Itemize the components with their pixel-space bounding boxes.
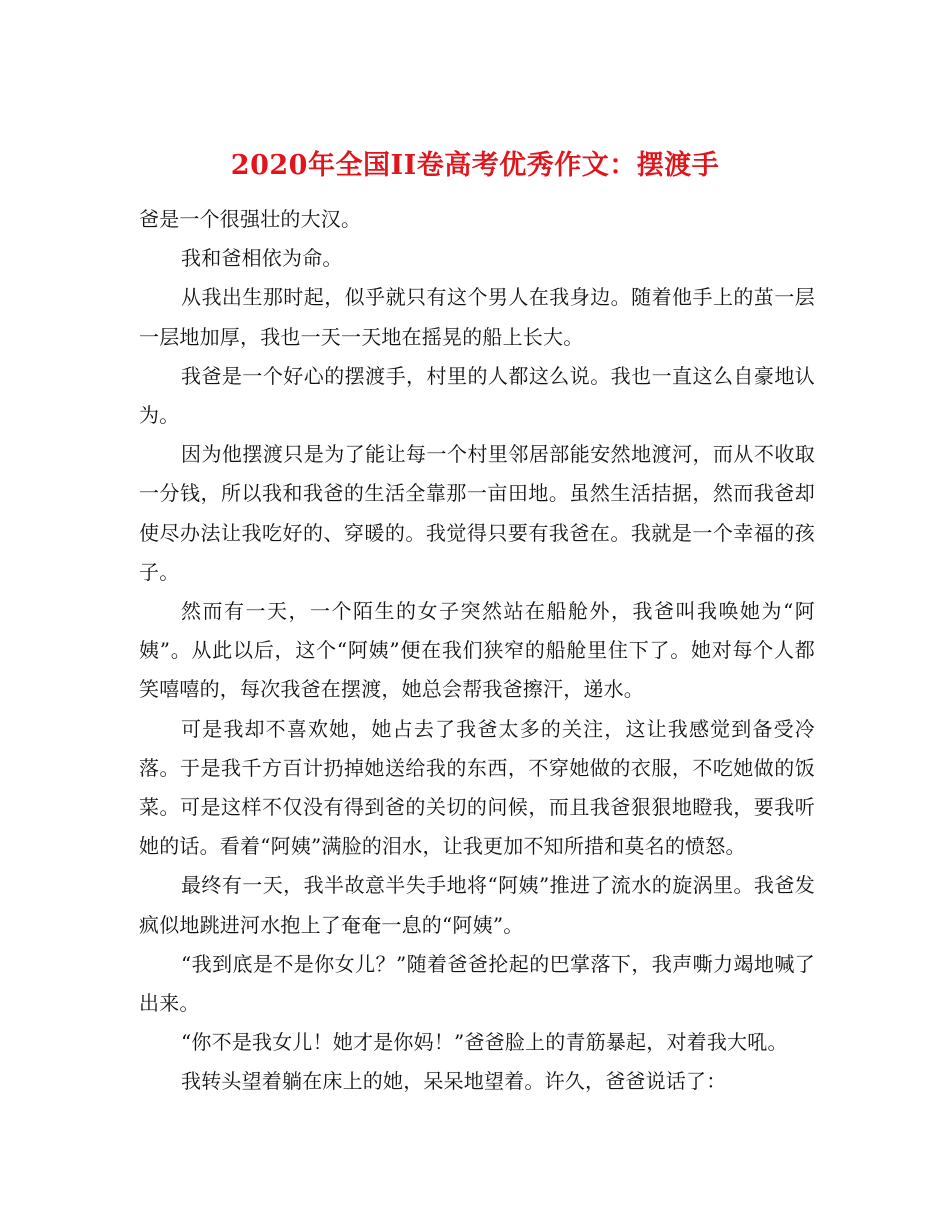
paragraph: 然而有一天，一个陌生的女子突然站在船舱外，我爸叫我唤她为“阿姨”。从此以后，这个“阿姨”便在我们狭窄的船舱里住下了。她对每个人都笑嘻嘻的，每次我爸在摆渡，她总会帮我爸擦汗，递水。 xyxy=(139,599,815,702)
paragraph: 因为他摆渡只是为了能让每一个村里邻居部能安然地渡河，而从不收取一分钱，所以我和我爸的生活全靠那一亩田地。虽然生活拮据，然而我爸却使尽办法让我吃好的、穿暖的。我觉得只要有我爸在。我就是一个幸福的孩子。 xyxy=(139,442,815,584)
paragraph: “我到底是不是你女儿？”随着爸爸抡起的巴掌落下，我声嘶力竭地喊了出来。 xyxy=(139,951,815,1016)
paragraph: 最终有一天，我半故意半失手地将“阿姨”推进了流水的旋涡里。我爸发疯似地跳进河水抱上了奄奄一息的“阿姨”。 xyxy=(139,873,815,937)
paragraph: 我爸是一个好心的摆渡手，村里的人都这么说。我也一直这么自豪地认为。 xyxy=(139,363,815,428)
paragraph: 爸是一个很强壮的大汉。 xyxy=(139,207,362,231)
paragraph: 我和爸相依为命。 xyxy=(181,246,343,271)
paragraph: 从我出生那时起，似乎就只有这个男人在我身边。随着他手上的茧一层一层地加厚，我也一天一天地在摇晃的船上长大。 xyxy=(139,285,815,349)
paragraph: 我转头望着躺在床上的她，呆呆地望着。许久，爸爸说话了： xyxy=(181,1069,727,1094)
document-body xyxy=(139,200,815,1102)
paragraph: “你不是我女儿！她才是你妈！”爸爸脸上的青筋暴起，对着我大吼。 xyxy=(181,1030,788,1055)
paragraph: 可是我却不喜欢她，她占去了我爸太多的关注，这让我感觉到备受冷落。于是我千方百计扔掉她送给我的东西，不穿她做的衣服，不吃她做的饭菜。可是这样不仅没有得到爸的关切的问候，而且我爸狠狠地瞪我，要我听她的话。看着“阿姨”满脸的泪水，让我更加不知所措和莫名的愤怒。 xyxy=(139,716,815,859)
document-title: 2020年全国II卷高考优秀作文：摆渡手 xyxy=(230,150,720,182)
